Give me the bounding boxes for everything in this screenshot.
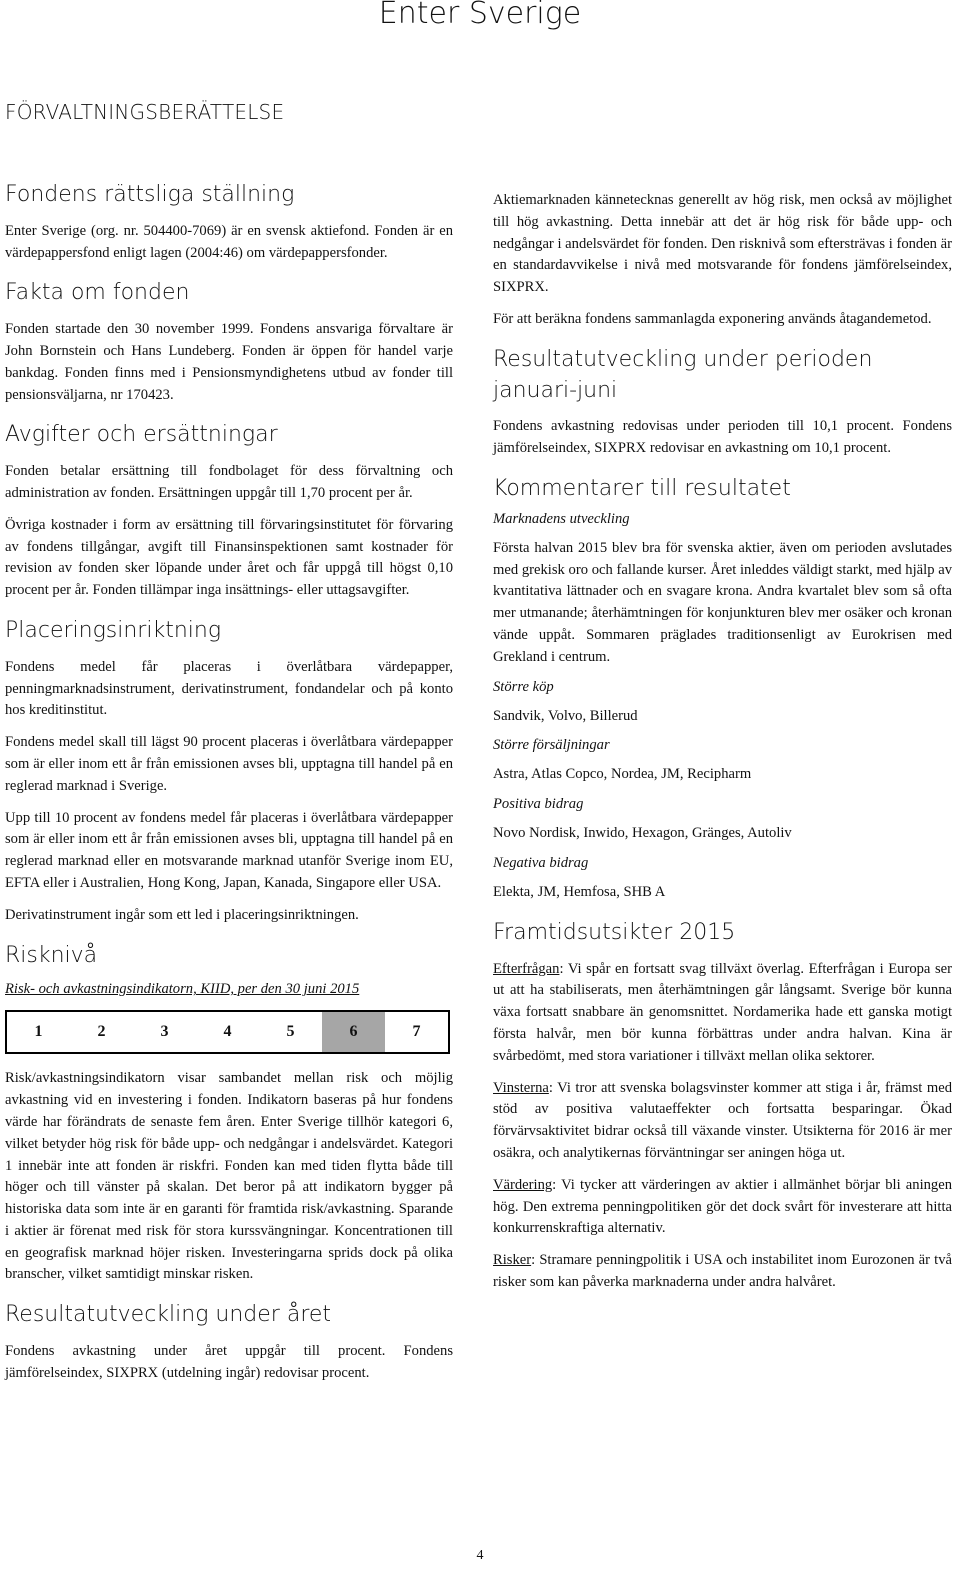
valuation-label: Värdering [493,1176,553,1193]
sells-label: Större försäljningar [493,737,610,754]
valuation-text: : Vi tycker att värderingen av aktier i allmänhet börjar bli aningen hög. Den extrema penningpolitiken gör det dock svårt för investerare att hitta konkurrenskraftiga alternativ. [493,1176,952,1237]
sells-text: Astra, Atlas Copco, Nordea, JM, Recipharm [493,766,752,783]
comments-heading: Kommentarer till resultatet [493,475,791,501]
document-title: Enter Sverige [378,0,582,31]
year-result-heading: Resultatutveckling under året [5,1302,332,1328]
left-column [5,180,453,1395]
positive-label: Positiva bidrag [493,796,584,813]
risk-level-cell: 4 [223,1023,232,1041]
placement-heading: Placeringsinriktning [5,617,222,643]
risk-level-cell: 1 [34,1023,43,1041]
fees-heading: Avgifter och ersättningar [5,422,278,448]
profits-label: Vinsterna [493,1079,549,1096]
demand-label: Efterfrågan [493,960,560,977]
risks-label: Risker [493,1252,532,1269]
risk-caption: Risk- och avkastningsindikatorn, KIID, per den 30 juni 2015 [5,981,360,998]
year-result-text: Fondens avkastning under året uppgår till procent. Fondens jämförelseindex, SIXPRX (utdelning ingår) redovisar procent. [5,1343,453,1381]
page-number: 4 [476,1548,484,1563]
market-development-text: Första halvan 2015 blev bra för svenska aktier, även om perioden avslutades med grekisk oro och fallande kurser. Året inleddes väldigt starkt, med hjälp av kvantitativa lättnader och en svagare krona. Andra kvartalet blev som så ofta mer utmanande; återhämtningen för konjunkturen blev mer osäker och kronan vände uppåt. Sommaren präglades traditionsenligt av Eurokrisen med Grekland i centrum. [493,539,952,665]
right-column [493,190,952,1304]
outlook-heading: Framtidsutsikter 2015 [493,919,736,945]
legal-text: Enter Sverige (org. nr. 504400-7069) är en svensk aktiefond. Fonden är en värdepappersfond enligt lagen (2004:46) om värdepappersfonder. [5,222,453,261]
facts-heading: Fakta om fonden [5,280,190,306]
outlook-profits [493,1078,952,1165]
buys-text: Sandvik, Volvo, Billerud [493,707,638,724]
period-result-text: Fondens avkastning redovisas under perioden till 10,1 procent. Fondens jämförelseindex, SIXPRX redovisar en avkastning om 10,1 procent. [493,418,952,457]
placement-p2: Fondens medel skall till lägst 90 procent placeras i överlåtbara värdepapper som är eller inom ett år från emissionen avses bli, upptagna till handel på en reglerad marknad i Sverige. [5,734,453,794]
outlook-demand [493,959,952,1068]
market-text-1: Aktiemarknaden kännetecknas generellt av hög risk, men också av möjlighet till hög avkastning. Detta innebär att det är hög risk för både upp- och nedgångar i andelsvärdet för fonden. Den risknivå som eftersträvas i fonden är en standardavvikelse i nivå med motsvarande för fondens jämförelseindex, SIXPRX. [493,192,952,296]
placement-p4: Derivatinstrument ingår som ett led i placeringsinriktningen. [5,906,359,923]
buys-label: Större köp [493,678,554,695]
risk-scale-row [6,1011,449,1053]
market-label: Marknadens utveckling [493,510,630,527]
demand-text: : Vi spår en fortsatt svag tillväxt överlag. Efterfrågan i Europa ser ut att ha stabiliserats, men återhämtningen går långsamt. Sverige bör kunna växa fortsatt snabbare än genomsnittet. Nordamerika hade ett ganska motigt första halvår, men bör kunna förbättras under andra halvan. Kina är svårbedömt, med stora variationer i tillväxt mellan olika sektorer. [493,960,952,1064]
placement-p3: Upp till 10 procent av fondens medel får placeras i överlåtbara värdepapper som är eller inom ett år från emissionen avses bli, upptagna till handel på en reglerad marknad eller en motsvarande marknad utanför Sverige inom EU, EFTA eller i Australien, Hong Kong, Japan, Kanada, Singapore eller USA. [5,809,453,891]
outlook-valuation [493,1175,952,1240]
market-text-2: För att beräkna fondens sammanlagda exponering används åtagandemetod. [493,310,932,327]
risks-text: : Stramare penningpolitik i USA och instabilitet inom Eurozonen är två risker som kan påverka marknaderna under andra halvåret. [493,1252,952,1290]
placement-p1: Fondens medel får placeras i överlåtbara värdepapper, penningmarknadsinstrument, derivatinstrument, fondandelar och på konto hos kreditinstitut. [5,658,453,719]
risk-scale-table [5,1010,450,1054]
risk-heading: Risknivå [5,942,98,968]
risk-text: Risk/avkastningsindikatorn visar sambandet mellan risk och möjlig avkastning vid en investering i fonden. Indikatorn baseras på hur fondens värde har förändrats de senaste fem åren. Enter Sverige tillhör kategori 6, vilket betyder hög risk för både upp- och nedgångar i andelsvärdet. Kategori 1 innebär inte att fonden är riskfri. Fonden kan med tiden flytta både till höger och till vänster på skalan. Det beror på att indikatorn bygger på historiska data som inte är en garanti för framtida risk/avkastning. Sparande i aktier är förenat med risk för stora kurssvängningar. Koncentrationen till en geografisk marknad höjer risken. Investeringarna sprids dock på olika branscher, vilket samtidigt minskar risken. [5,1070,453,1283]
risk-level-cell: 7 [412,1023,421,1041]
risk-level-cell: 3 [160,1023,169,1041]
risk-level-cell: 2 [97,1023,106,1041]
risk-level-cell: 5 [286,1023,295,1041]
positive-text: Novo Nordisk, Inwido, Hexagon, Gränges, Autoliv [493,825,792,842]
fees-p2: Övriga kostnader i form av ersättning till förvaringsinstitutet för förvaring av fondens tillgångar, avgift till Finansinspektionen samt kostnader för revision av fonden sker löpande under året och får uppgå till högst 0,10 procent per år. Fonden tillämpar inga insättnings- eller uttagsavgifter. [5,516,453,599]
risk-level-cell: 6 [322,1011,385,1053]
negative-text: Elekta, JM, Hemfosa, SHB A [493,883,666,900]
negative-label: Negativa bidrag [493,854,589,871]
section-heading: FÖRVALTNINGSBERÄTTELSE [5,100,285,124]
period-result-heading: Resultatutveckling under perioden januari-juni [493,346,873,403]
profits-text: : Vi tror att svenska bolagsvinster kommer att stiga i år, främst med stöd av positiva valutaeffekter och fortsatta besparingar. Ökad förvärvsaktivitet bidrar också till växande vinster. Utsikterna för 2016 är mer osäkra, och analytikernas förväntningar ser aningen höga ut. [493,1079,952,1161]
facts-text: Fonden startade den 30 november 1999. Fondens ansvariga förvaltare är John Bornstein och Hans Lundeberg. Fonden är öppen för handel varje bankdag. Fonden finns med i Pensionsmyndighetens utbud av fonder till pensionsväljarna, nr 170423. [5,321,453,403]
outlook-risks [493,1250,952,1294]
fees-p1: Fonden betalar ersättning till fondbolaget för dess förvaltning och administration av fonden. Ersättningen uppgår till 1,70 procent per år. [5,463,453,501]
legal-heading: Fondens rättsliga ställning [5,182,295,207]
